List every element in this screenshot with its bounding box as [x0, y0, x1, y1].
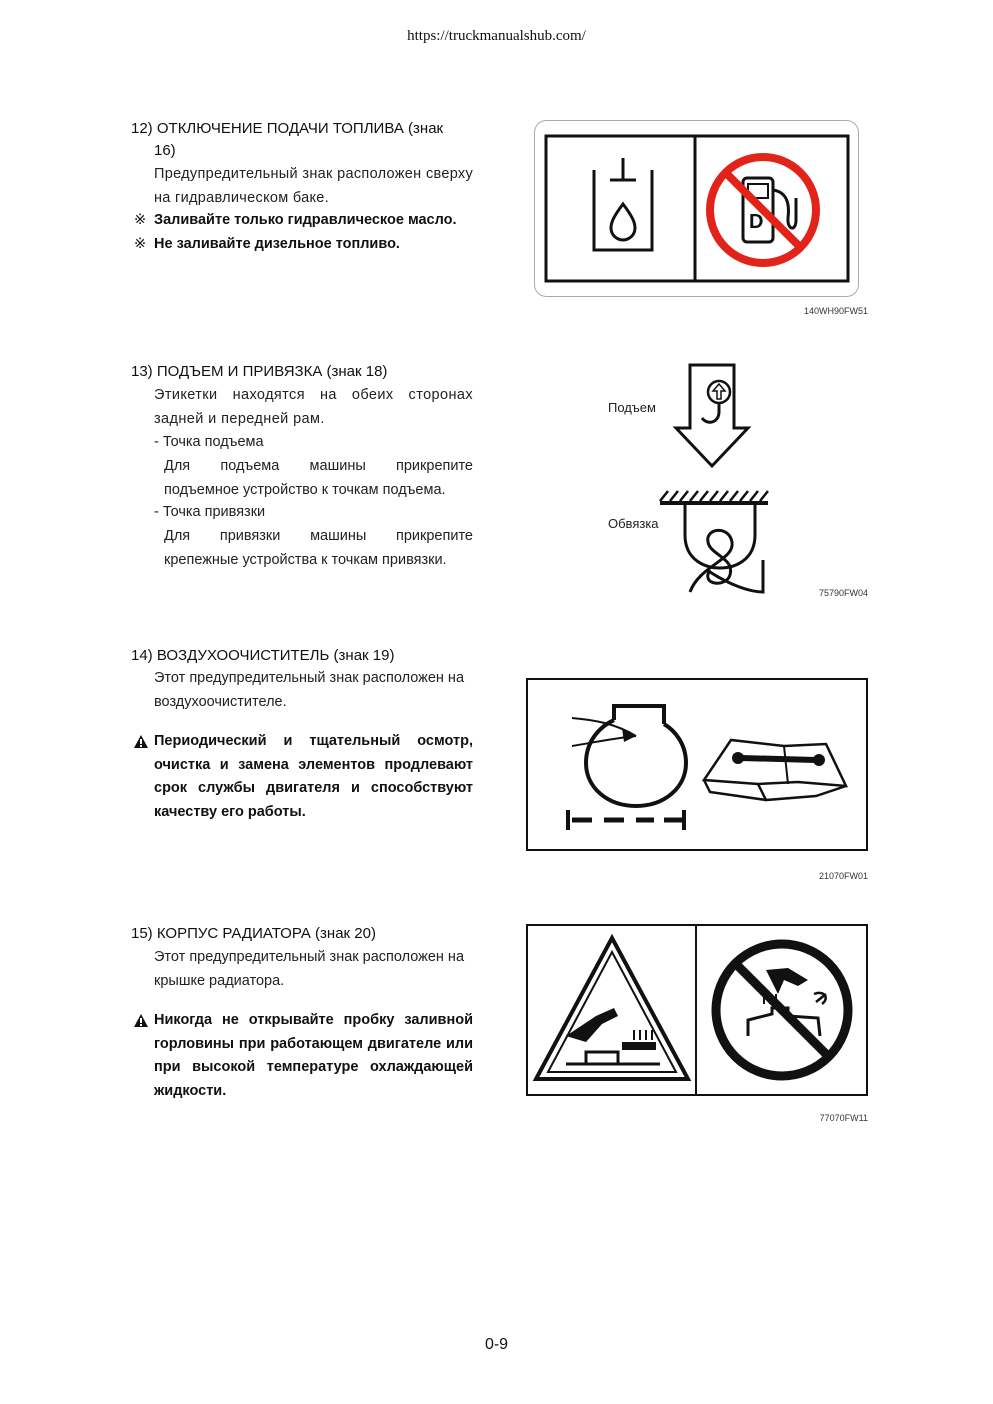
header-url: https://truckmanualshub.com/ — [407, 28, 586, 44]
figure-code: 140WH90FW51 — [803, 306, 868, 316]
sign-reference-continued: 16) — [154, 142, 176, 159]
do-not-open-cap-icon — [716, 944, 848, 1076]
note-item — [134, 233, 494, 257]
section-number: 12) — [131, 120, 153, 137]
item-text: Для привязки машины прикрепите крепежные устройства к точкам привязки. — [164, 528, 473, 568]
figure-code: 75790FW04 — [818, 588, 868, 598]
section-heading: ВОЗДУХООЧИСТИТЕЛЬ — [156, 647, 330, 664]
figure-code: 21070FW01 — [818, 871, 868, 881]
sign-reference: (знак 20) — [315, 925, 376, 942]
page-number: 0-9 — [484, 1336, 509, 1353]
svg-text:D: D — [749, 211, 764, 233]
section-heading: ПОДЪЕМ И ПРИВЯЗКА — [156, 363, 323, 380]
sign-reference: (знак — [408, 120, 444, 137]
section-14-description: Этот предупредительный знак расположен на воздухоочистителе. — [154, 670, 465, 710]
tie-label: Обвязка — [608, 516, 659, 531]
section-heading: КОРПУС РАДИАТОРА — [156, 925, 311, 942]
note-text: Заливайте только гидравлическое масло. — [154, 212, 457, 228]
item-text: Для подъема машины прикрепите подъемное устройство к точкам подъема. — [164, 458, 473, 498]
sign-reference: (знак 19) — [333, 647, 395, 664]
lift-arrow-icon — [676, 365, 748, 466]
air-cleaner-figure — [526, 678, 869, 852]
lift-label: Подъем — [608, 400, 656, 415]
warning-triangle-icon — [133, 1013, 149, 1028]
section-13-description: Этикетки находятся на обеих сторонах задней и передней рам. — [154, 387, 473, 427]
fuel-label-figure — [534, 120, 860, 298]
section-heading: ОТКЛЮЧЕНИЕ ПОДАЧИ ТОПЛИВА — [156, 120, 404, 137]
section-15-description: Этот предупредительный знак расположен на крышке радиатора. — [154, 949, 465, 989]
section-number: 14) — [131, 647, 153, 664]
item-label: - Точка привязки — [154, 504, 266, 520]
section-15-warning: Никогда не открывайте пробку заливной горловины при работающем двигателе или при высокой температуре охлаждающей жидкости. — [154, 1012, 473, 1099]
note-item — [134, 209, 494, 233]
reference-mark-icon: ※ — [134, 236, 147, 252]
radiator-cap-figure — [526, 924, 869, 1097]
section-12-description: Предупредительный знак расположен сверху на гидравлическом баке. — [154, 166, 473, 206]
section-number: 15) — [131, 925, 153, 942]
section-14-title — [131, 645, 476, 667]
section-14-warning: Периодический и тщательный осмотр, очистка и замена элементов продлевают срок службы двигателя и способствуют качеству его работы. — [154, 733, 473, 820]
tie-down-icon — [660, 491, 768, 592]
sign-reference: (знак 18) — [326, 363, 388, 380]
section-number: 13) — [131, 363, 153, 380]
figure-code: 77070FW11 — [819, 1113, 868, 1123]
section-15-title — [131, 923, 476, 945]
section-12-title — [131, 118, 476, 140]
section-13-title — [131, 361, 476, 383]
note-text: Не заливайте дизельное топливо. — [154, 236, 400, 252]
lift-tie-figure — [650, 360, 790, 600]
warning-triangle-icon — [133, 734, 149, 749]
reference-mark-icon: ※ — [134, 212, 147, 228]
no-diesel-icon — [710, 157, 816, 263]
item-label: - Точка подъема — [154, 434, 264, 450]
